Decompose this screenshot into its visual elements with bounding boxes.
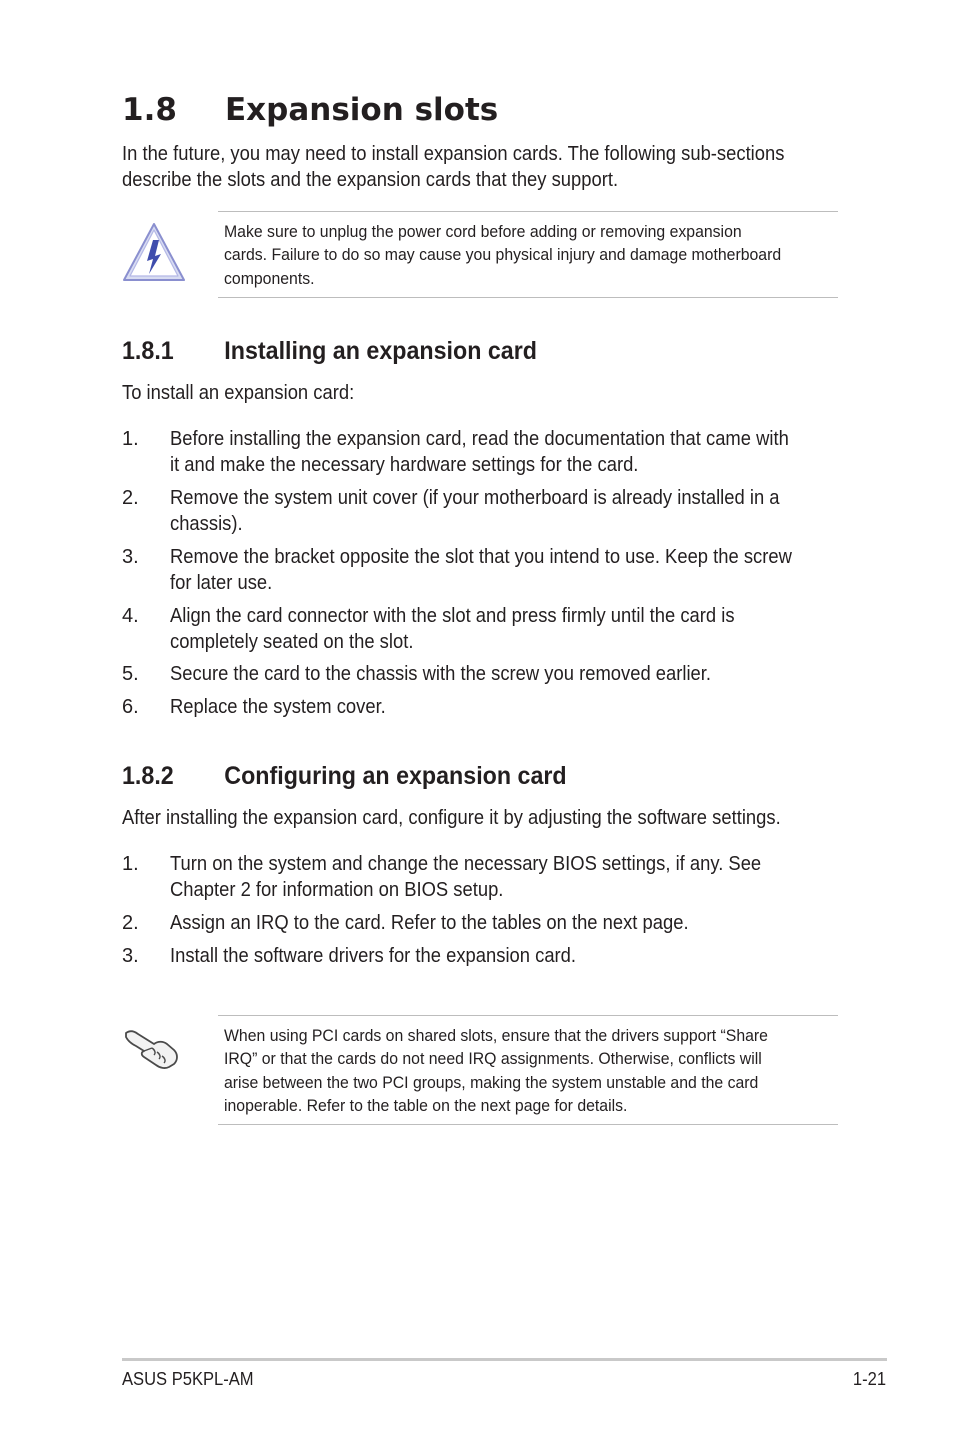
list-number: 5. <box>122 663 139 685</box>
list-text: Remove the bracket opposite the slot that you intend to use. Keep the screw <box>170 546 792 568</box>
note-line: Make sure to unplug the power cord before adding or removing expansion <box>224 222 742 241</box>
warning-note-text <box>224 220 781 290</box>
list-number: 2. <box>122 912 139 934</box>
list-text: it and make the necessary hardware settings for the card. <box>170 454 639 476</box>
note-line: components. <box>224 268 315 288</box>
list-text: for later use. <box>170 572 273 594</box>
installing-lead: To install an expansion card: <box>122 382 355 404</box>
note-line: When using PCI cards on shared slots, ensure that the drivers support “Share <box>224 1026 768 1045</box>
list-text: Replace the system cover. <box>170 696 386 718</box>
note-top-rule <box>218 1015 838 1016</box>
note-line: inoperable. Refer to the table on the next page for details. <box>224 1095 628 1115</box>
note-top-rule <box>218 211 838 212</box>
intro-line: describe the slots and the expansion cards that they support. <box>122 169 619 191</box>
note-bottom-rule <box>218 1124 838 1125</box>
footer-rule <box>122 1358 887 1361</box>
note-line: cards. Failure to do so may cause you physical injury and damage motherboard <box>224 245 782 265</box>
list-text: chassis). <box>170 513 243 535</box>
subsection-title: Configuring an expansion card <box>224 762 567 790</box>
note-line: arise between the two PCI groups, making the system unstable and the card <box>224 1072 759 1092</box>
list-text: completely seated on the slot. <box>170 631 414 653</box>
list-number: 4. <box>122 605 139 627</box>
subsection-title: Installing an expansion card <box>224 337 537 365</box>
subsection-heading-installing <box>122 336 537 366</box>
list-number: 3. <box>122 945 139 967</box>
list-number: 1. <box>122 428 139 450</box>
intro-paragraph <box>122 141 784 193</box>
section-title: Expansion slots <box>225 92 499 128</box>
list-number: 3. <box>122 546 139 568</box>
subsection-number: 1.8.2 <box>122 762 174 790</box>
list-number: 6. <box>122 696 139 718</box>
section-number: 1.8 <box>122 92 177 128</box>
list-text: Before installing the expansion card, read the documentation that came with <box>170 428 789 450</box>
list-text: Turn on the system and change the necessary BIOS settings, if any. See <box>170 853 762 875</box>
subsection-number: 1.8.1 <box>122 337 174 365</box>
list-text: Align the card connector with the slot and press firmly until the card is <box>170 605 735 627</box>
note-line: IRQ” or that the cards do not need IRQ assignments. Otherwise, conflicts will <box>224 1049 762 1069</box>
hand-note-text <box>224 1024 768 1117</box>
list-number: 1. <box>122 853 139 875</box>
list-text: Chapter 2 for information on BIOS setup. <box>170 879 504 901</box>
list-text: Remove the system unit cover (if your motherboard is already installed in a <box>170 487 780 509</box>
list-text: Secure the card to the chassis with the screw you removed earlier. <box>170 663 712 685</box>
warning-lightning-icon <box>120 219 188 285</box>
list-text: Install the software drivers for the expansion card. <box>170 945 577 967</box>
footer-page-number: 1-21 <box>852 1369 886 1389</box>
footer-product-name: ASUS P5KPL-AM <box>122 1369 254 1389</box>
intro-line: In the future, you may need to install expansion cards. The following sub-sections <box>122 143 785 165</box>
page-title <box>122 90 498 130</box>
subsection-heading-configuring <box>122 761 567 791</box>
configuring-lead: After installing the expansion card, configure it by adjusting the software settings. <box>122 807 781 829</box>
list-text: Assign an IRQ to the card. Refer to the tables on the next page. <box>170 912 689 934</box>
list-number: 2. <box>122 487 139 509</box>
note-bottom-rule <box>218 297 838 298</box>
pointing-hand-icon <box>122 1024 182 1070</box>
